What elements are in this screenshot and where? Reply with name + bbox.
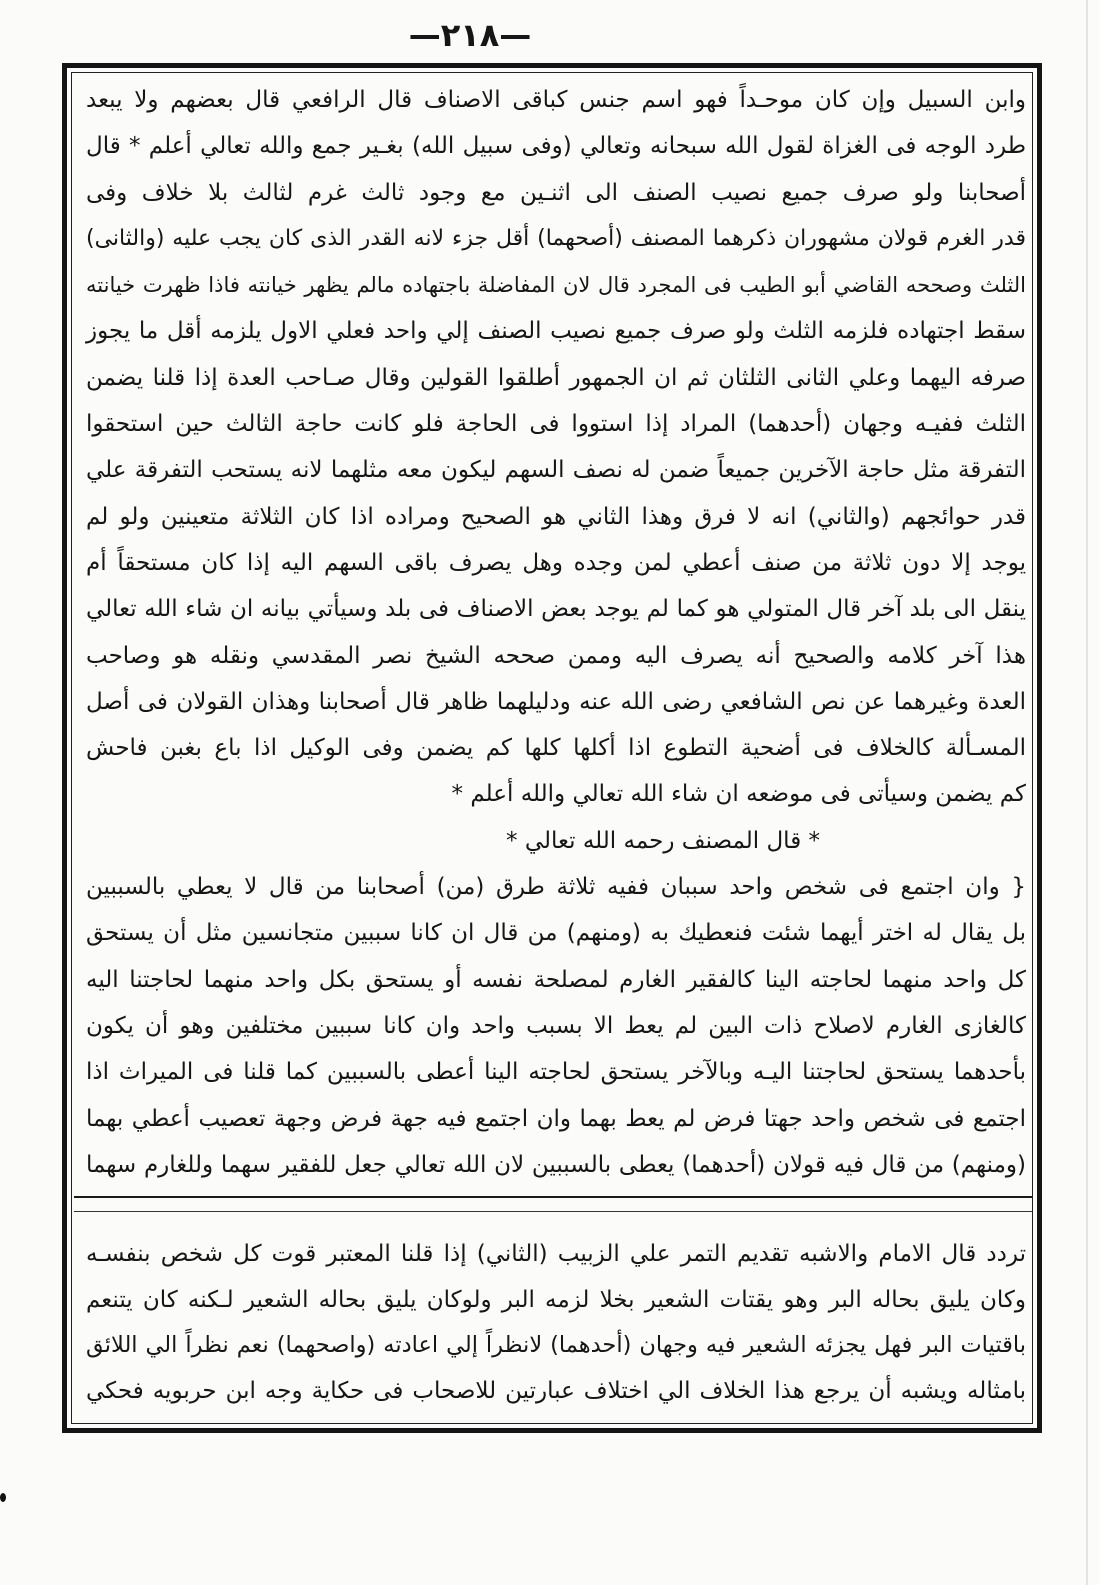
footnote-separator <box>74 1196 1032 1198</box>
text-line: { وان اجتمع فى شخص واحد سببان ففيه ثلاثة طرق (من) أصحابنا من قال لا يعطي بالسببين <box>86 874 1026 901</box>
text-line: الثلث وصححه القاضي أبو الطيب فى المجرد قال لان المفاضلة باجتهاده مالم يظهر خيانته فاذا ظهرت خيانته <box>86 273 1026 298</box>
text-line: هذا آخر كلامه والصحيح أنه يصرف اليه وممن صححه الشيخ نصر المقدسي ونقله هو وصاحب <box>86 642 1026 669</box>
page-edge-shadow <box>1086 0 1088 1585</box>
section-heading: * قال المصنف رحمه الله تعالي * <box>506 827 820 854</box>
text-line: (ومنهم) من قال فيه قولان (أحدهما) يعطى بالسببين لان الله تعالي جعل للفقير سهما وللغارم سهما <box>86 1151 1026 1178</box>
text-line: ينقل الى بلد آخر قال المتولي هو كما لم يوجد بعض الاصناف فى بلد وسيأتي بيانه ان شاء الله تعالي <box>86 596 1026 623</box>
footnote-line: بامثاله ويشبه أن يرجع هذا الخلاف الي اختلاف عبارتين للاصحاب فى حكاية وجه ابن حربويه فحكي <box>86 1378 1026 1405</box>
text-line: يوجد إلا دون ثلاثة من صنف أعطي لمن وجده وهل يصرف باقى السهم اليه إذا كان مستحقاً أم <box>86 549 1026 576</box>
footnote-text <box>86 1232 1026 1415</box>
text-line: وابن السبيل وإن كان موحـداً فهو اسم جنس كباقى الاصناف قال الرافعي قال بعضهم ولا يبعد <box>86 87 1026 113</box>
text-line: قدر الغرم قولان مشهوران ذكرهما المصنف (أصحهما) أقل جزء لانه القدر الذى كان يجب عليه (والثانى) <box>86 225 1026 251</box>
text-line: صرفه اليهما وعلي الثانى الثلثان ثم ان الجمهور أطلقوا القولين وقال صـاحب العدة إذا قلنا يضمن <box>86 364 1026 391</box>
text-line: قدر حوائجهم (والثاني) انه لا فرق وهذا الثاني هو الصحيح ومراده اذا كان الثلاثة متعينين ولو لم <box>86 503 1026 530</box>
footnote-line: باقتيات البر فهل يجزئه الشعير فيه وجهان (أحدهما) لانظراً إلي اعادته (واصحهما) نعم نظراً الي اللائق <box>86 1332 1026 1359</box>
text-line: كالغازى الغارم لاصلاح ذات البين لم يعط الا بسبب واحد وان كانا سببين مختلفين وهو أن يكون <box>86 1012 1026 1039</box>
text-line: التفرقة مثل حاجة الآخرين جميعاً ضمن له نصف السهم ليكون معه مثلهما لانه يستحب التفرقة علي <box>86 457 1026 484</box>
text-line: الثلث ففيـه وجهان (أحدهما) المراد إذا استووا فى الحاجة فلو كانت حاجة الثالث حين استحقوا <box>86 411 1026 438</box>
text-line: بل يقال له اختر أيهما شئت فنعطيك به (ومنهم) من قال ان كانا سببين متجانسين مثل أن يستحق <box>86 920 1026 947</box>
page-number: —٢١٨— <box>408 16 532 54</box>
text-line: كل واحد منهما لحاجته الينا كالفقير الغارم لمصلحة نفسه أو يستحق بكل واحد منهما لحاجتنا اليه <box>86 966 1026 993</box>
text-line: بأحدهما يستحق لحاجتنا اليـه وبالآخر يستحق لحاجته الينا أعطى بالسببين كما قلنا فى الميراث اذا <box>86 1059 1026 1086</box>
footnote-separator-thin <box>74 1211 1032 1212</box>
text-line: اجتمع فى شخص واحد جهتا فرض لم يعط بهما وان اجتمع فيه جهة فرض وجهة تعصيب أعطي بهما <box>86 1105 1026 1132</box>
scan-speck <box>0 1493 6 1502</box>
text-line: أصحابنا ولو صرف جميع نصيب الصنف الى اثنـين مع وجود ثالث غرم لثالث بلا خلاف وفى <box>86 179 1026 206</box>
text-line: العدة وغيرهما عن نص الشافعي رضى الله عنه ودليلهما ظاهر قال أصحابنا وهذان القولان فى أصل <box>86 688 1026 715</box>
footnote-line: وكان يليق بحاله البر وهو يقتات الشعير بخلا لزمه البر ولوكان يليق بحاله الشعير لـكنه كان يتنعم <box>86 1286 1026 1313</box>
text-line: طرد الوجه فى الغزاة لقول الله سبحانه وتعالي (وفى سبيل الله) بغـير جمع والله تعالي أعلم * قال <box>86 133 1026 160</box>
footnote-line: تردد قال الامام والاشبه تقديم التمر علي الزبيب (الثاني) إذا قلنا المعتبر قوت كل شخص بنفسـه <box>86 1241 1026 1267</box>
text-line: كم يضمن وسيأتى فى موضعه ان شاء الله تعالي والله أعلم * <box>451 781 1026 808</box>
text-line: المسـألة كالخلاف فى أضحية التطوع اذا أكلها كلها كم يضمن وفى الوكيل اذا باع بغبن فاحش <box>86 735 1026 762</box>
text-line: سقط اجتهاده فلزمه الثلث ولو صرف جميع نصيب الصنف إلي واحد فعلي الاول يلزمه أقل ما يجوز <box>86 318 1026 345</box>
body-text <box>86 77 1026 1188</box>
